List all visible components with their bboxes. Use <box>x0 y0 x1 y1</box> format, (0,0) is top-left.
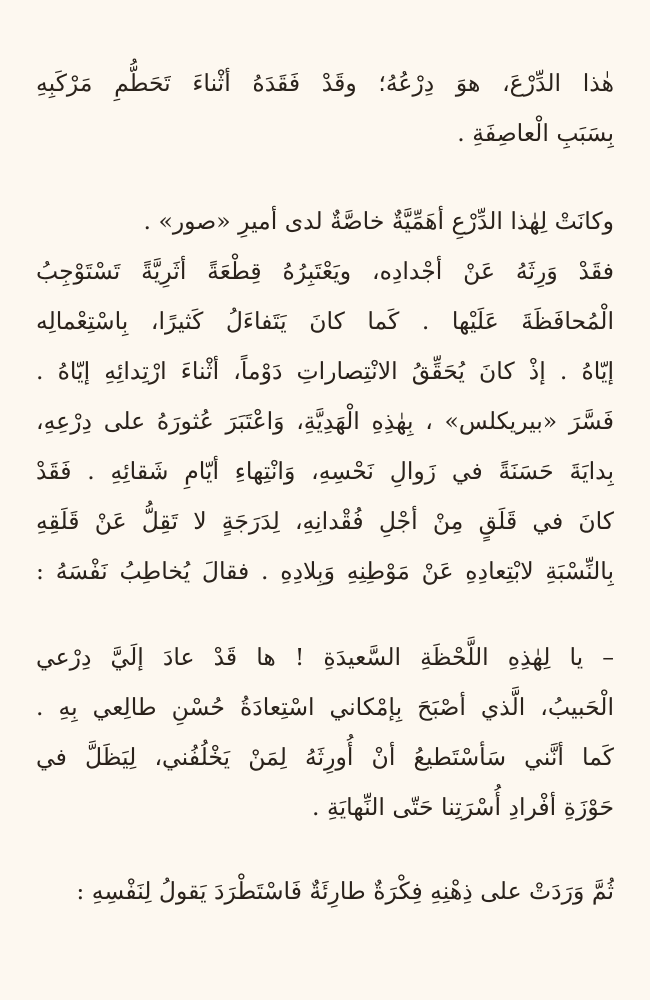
text-line: – يا لِهٰذِهِ اللَّحْظَةِ السَّعيدَةِ ! ها قَدْ عادَ إلَيَّ دِرْعي <box>36 643 614 671</box>
text-line: بِسَبَبِ الْعاصِفَةِ . <box>457 119 614 147</box>
text-line: فَسَّرَ «بيريكلس» ، بِهٰذِهِ الْهَدِيَّةِ، وَاعْتَبَرَ عُثورَهُ على دِرْعِهِ، <box>36 407 614 435</box>
text-line: الْمُحافَظَةَ عَلَيْها . كَما كانَ يَتَفاءَلُ كَثيرًا، بِاسْتِعْمالِه <box>36 307 614 335</box>
text-line: ثُمَّ وَرَدَتْ على ذِهْنِهِ فِكْرَةٌ طارِئَةٌ فَاسْتَطْرَدَ يَقولُ لِنَفْسِهِ : <box>76 877 614 905</box>
text-line: هٰذا الدِّرْعَ، هوَ دِرْعُهُ؛ وقَدْ فَقَدَهُ أثْناءَ تَحَطُّمِ مَرْكَبِهِ <box>36 69 614 97</box>
text-line: إيّاهُ . إذْ كانَ يُحَقِّقُ الانْتِصاراتِ دَوْماً، أثْناءَ ارْتِدائِهِ إيّاهُ . <box>36 357 614 385</box>
text-line: كانَ في قَلَقٍ مِنْ أجْلِ فُقْدانِهِ، لِدَرَجَةٍ لا تَقِلُّ عَنْ قَلَقِهِ <box>36 507 614 535</box>
paragraph-3 <box>36 632 614 832</box>
text-line: بِدايَةَ حَسَنَةً في زَوالِ نَحْسِهِ، وَانْتِهاءِ أيّامِ شَقائِهِ . فَقَدْ <box>36 457 614 485</box>
paragraph-2 <box>36 196 614 596</box>
text-line: بِالنِّسْبَةِ لابْتِعادِهِ عَنْ مَوْطِنِهِ وَبِلادِهِ . فقالَ يُخاطِبُ نَفْسَهُ : <box>36 557 614 585</box>
text-line: حَوْزَةِ أفْرادِ أُسْرَتِنا حَتّى النِّهايَةِ . <box>312 793 614 821</box>
text-line: فقَدْ وَرِثَهُ عَنْ أجْدادِه، ويَعْتَبِرُهُ قِطْعَةً أثَرِيَّةً تَسْتَوْجِبُ <box>36 257 614 285</box>
paragraph-spacer <box>36 158 614 196</box>
text-line: الْحَبيبُ، الَّذي أصْبَحَ بِإمْكاني اسْتِعادَةُ حُسْنِ طالِعي بِهِ . <box>36 693 614 721</box>
paragraph-spacer <box>36 832 614 866</box>
text-line: وكانَتْ لِهٰذا الدِّرْعِ أهَمِّيَّةٌ خاصَّةٌ لدى أميرِ «صور» . <box>143 207 614 235</box>
paragraph-spacer <box>36 596 614 632</box>
paragraph-1 <box>36 58 614 158</box>
paragraph-4 <box>36 866 614 916</box>
text-line: كَما أنَّني سَأسْتَطيعُ أنْ أُورِثَهُ لِمَنْ يَخْلُفُني، لِيَظَلَّ في <box>36 743 614 771</box>
